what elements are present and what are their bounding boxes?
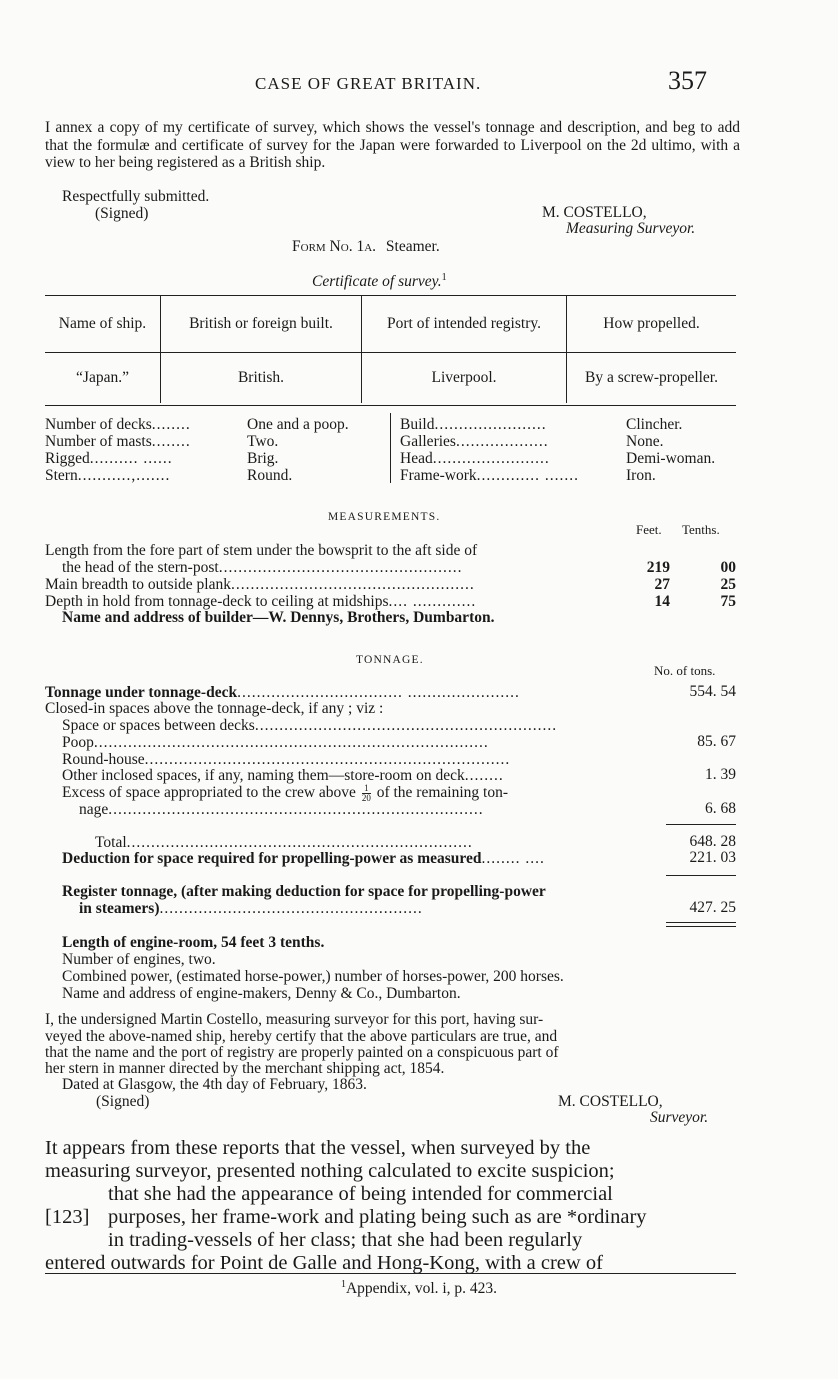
- intro-paragraph: I annex a copy of my certificate of survey, which shows the vessel's tonnage and description, and beg to add that the formulæ and certificate of survey for the Japan were forwarded to Liverpool on the 2d ultimo, with a view to her being registered as a British ship.: [45, 119, 740, 171]
- cell-propelled: By a screw-propeller.: [567, 353, 737, 404]
- col-propelled: How propelled.: [567, 296, 737, 353]
- measure-breadth: Main breadth to outside plank..................................................: [45, 576, 475, 593]
- register-double-rule-2: [666, 926, 736, 927]
- measure-breadth-feet: 27: [654, 576, 670, 593]
- round-house: Round-house...........................................................................: [62, 751, 511, 768]
- detail-head: Head........................: [400, 450, 550, 467]
- certification-line-2: veyed the above-named ship, hereby certify that the above particulars are true, and: [45, 1028, 558, 1045]
- detail-decks-value: One and a poop.: [247, 416, 349, 433]
- footnote: [0, 1279, 838, 1298]
- measure-breadth-tenths: 25: [720, 576, 736, 593]
- detail-galleries-value: None.: [626, 433, 664, 450]
- body-line-1: It appears from these reports that the vessel, when surveyed by the: [45, 1137, 591, 1159]
- excess-space-value: 6. 68: [705, 800, 736, 817]
- certificate-title: [312, 272, 447, 291]
- cell-built: British.: [161, 353, 362, 404]
- measure-depth-feet: 14: [654, 593, 670, 610]
- register-tonnage-line1: Register tonnage, (after making deduction for space for propelling-power: [62, 883, 546, 900]
- detail-masts-value: Two.: [247, 433, 279, 450]
- form-type: Steamer.: [385, 238, 440, 255]
- register-double-rule-1: [666, 922, 736, 923]
- footnote-mark: 1: [340, 1279, 346, 1290]
- body-line-4: purposes, her frame-work and plating being such as are *ordinary: [108, 1206, 647, 1228]
- body-line-5: in trading-vessels of her class; that she had been regularly: [108, 1229, 583, 1251]
- register-tonnage-line2: in steamers)......................................................: [79, 900, 423, 917]
- measure-length-tenths: 00: [720, 559, 736, 576]
- total-value: 648. 28: [689, 833, 736, 850]
- cell-ship-name: “Japan.”: [76, 369, 129, 386]
- detail-stern: Stern...........,.......: [45, 467, 171, 484]
- running-title: CASE OF GREAT BRITAIN.: [255, 74, 482, 93]
- form-label: [292, 238, 440, 256]
- detail-masts: Number of masts........: [45, 433, 191, 450]
- detail-build-value: Clincher.: [626, 416, 683, 433]
- measure-depth: Depth in hold from tonnage-deck to ceiling at midships.... .............: [45, 593, 477, 610]
- other-spaces-value: 1. 39: [705, 766, 736, 783]
- col-tenths: Tenths.: [682, 522, 720, 537]
- detail-build: Build.......................: [400, 416, 547, 433]
- dated-line: Dated at Glasgow, the 4th day of February, 1863.: [62, 1076, 367, 1093]
- details-divider: [390, 413, 391, 483]
- footnote-rule: [45, 1273, 736, 1274]
- register-rule: [666, 875, 736, 876]
- page-number: 357: [668, 66, 707, 95]
- col-built: British or foreign built.: [161, 296, 362, 353]
- deduction-value: 221. 03: [689, 849, 736, 866]
- tonnage-under-deck: Tonnage under tonnage-deck.................................. .......................: [45, 684, 520, 701]
- builder-line: Name and address of builder—W. Dennys, Brothers, Dumbarton.: [62, 609, 495, 626]
- engine-makers: Name and address of engine-makers, Denny & Co., Dumbarton.: [62, 985, 461, 1002]
- detail-rigged-value: Brig.: [247, 450, 279, 467]
- measurements-heading: MEASUREMENTS.: [328, 511, 441, 523]
- tonnage-heading: TONNAGE.: [356, 654, 424, 666]
- footnote-marker: 1: [441, 272, 447, 283]
- cert-signer: M. COSTELLO,: [558, 1093, 663, 1110]
- body-line-6: entered outwards for Point de Galle and Hong-Kong, with a crew of: [45, 1252, 603, 1274]
- detail-framework-value: Iron.: [626, 467, 656, 484]
- measure-depth-tenths: 75: [720, 593, 736, 610]
- certificate-title-text: Certificate of survey.: [312, 273, 442, 291]
- form-number: Form No. 1a.: [292, 238, 377, 255]
- register-tonnage-value: 427. 25: [689, 899, 736, 916]
- total-rule: [666, 824, 736, 825]
- detail-stern-value: Round.: [247, 467, 293, 484]
- cell-registry: Liverpool.: [362, 353, 567, 404]
- col-name-of-ship: Name of ship.: [45, 296, 161, 353]
- cert-signed: (Signed): [96, 1093, 150, 1110]
- cert-signer-title: Surveyor.: [650, 1109, 709, 1126]
- body-line-2: measuring surveyor, presented nothing calculated to excite suspicion;: [45, 1160, 615, 1182]
- excess-space-line2: nage.............................................................................: [79, 801, 484, 818]
- col-feet: Feet.: [636, 522, 662, 537]
- detail-framework: Frame-work............. .......: [400, 467, 579, 484]
- detail-head-value: Demi-woman.: [626, 450, 716, 467]
- certificate-table: [45, 296, 736, 403]
- certification-line-1: I, the undersigned Martin Costello, measuring surveyor for this port, having sur-: [45, 1011, 544, 1028]
- deduction: Deduction for space required for propelling-power as measured........ ....: [62, 850, 545, 867]
- signer-title: Measuring Surveyor.: [566, 220, 696, 237]
- body-line-3: that she had the appearance of being intended for commercial: [108, 1183, 613, 1205]
- table-header-row: [45, 296, 736, 353]
- engine-room-length: Length of engine-room, 54 feet 3 tenths.: [62, 934, 325, 951]
- engine-count: Number of engines, two.: [62, 951, 216, 968]
- between-decks: Space or spaces between decks..............................................................: [62, 717, 558, 734]
- excess-space-line1: Excess of space appropriated to the crew above $\frac{1}{20}$ of the remaining ton-: [62, 783, 508, 803]
- table-bottom-rule: [45, 405, 736, 406]
- total: Total.......................................................................: [95, 834, 473, 851]
- col-tons: No. of tons.: [654, 663, 716, 678]
- running-head: [0, 66, 838, 98]
- detail-decks: Number of decks........: [45, 416, 191, 433]
- col-registry: Port of intended registry.: [362, 296, 567, 353]
- measure-length-line1: Length from the fore part of stem under the bowsprit to the aft side of: [45, 542, 478, 559]
- signer-name: M. COSTELLO,: [542, 204, 647, 221]
- table-row: [45, 353, 736, 404]
- engine-power: Combined power, (estimated horse-power,) number of horses-power, 200 horses.: [62, 968, 564, 985]
- tonnage-under-deck-value: 554. 54: [689, 683, 736, 700]
- detail-rigged: Rigged.......... ......: [45, 450, 173, 467]
- certification-line-3: that the name and the port of registry are properly painted on a conspicuous part of: [45, 1044, 559, 1061]
- margin-reference: [123]: [45, 1206, 90, 1228]
- poop-value: 85. 67: [697, 733, 736, 750]
- measure-length-line2: the head of the stern-post..................................................: [62, 559, 463, 576]
- detail-galleries: Galleries...................: [400, 433, 549, 450]
- signed-label: (Signed): [95, 205, 149, 222]
- closed-in-spaces: Closed-in spaces above the tonnage-deck, if any ; viz :: [45, 700, 384, 717]
- footnote-text: Appendix, vol. i, p. 423.: [345, 1280, 498, 1298]
- other-spaces: Other inclosed spaces, if any, naming them—store-room on deck........: [62, 767, 504, 784]
- measure-length-feet: 219: [646, 559, 670, 576]
- poop: Poop.................................................................................: [62, 734, 489, 751]
- respectfully-submitted: Respectfully submitted.: [62, 188, 210, 205]
- certification-line-4: her stern in manner directed by the merchant shipping act, 1854.: [45, 1060, 445, 1077]
